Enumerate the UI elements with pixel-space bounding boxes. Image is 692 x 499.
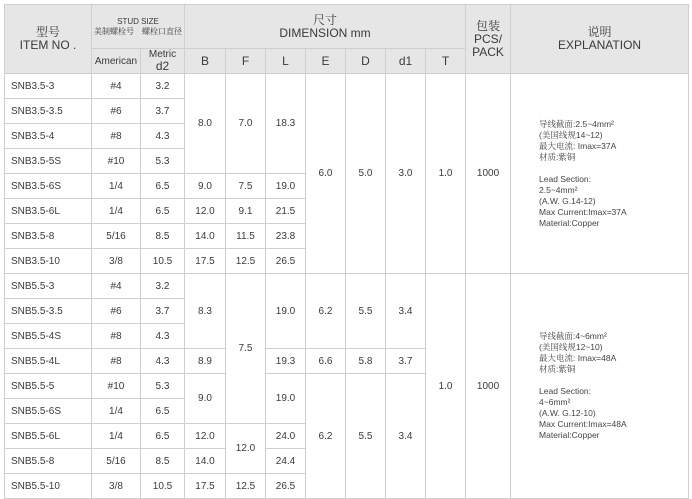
b-cell: 12.0 [185, 424, 226, 449]
american-cell: 5/16 [92, 224, 141, 249]
e-cell: 6.6 [306, 349, 346, 374]
stud-size-header-en: STUD SIZE [117, 16, 159, 26]
item-cell: SNB5.5-3 [5, 274, 92, 299]
item-no-header-en: ITEM NO . [19, 38, 77, 52]
metric-cell: 3.7 [141, 99, 185, 124]
metric-cell: 10.5 [141, 249, 185, 274]
item-cell: SNB3.5-3 [5, 74, 92, 99]
b-cell: 17.5 [185, 474, 226, 499]
dimension-header [185, 5, 466, 49]
item-cell: SNB5.5-4L [5, 349, 92, 374]
pack-header-en2: PACK [472, 44, 504, 59]
american-cell: #8 [92, 349, 141, 374]
metric-header-label: Metric [148, 49, 177, 60]
item-cell: SNB5.5-6L [5, 424, 92, 449]
item-cell: SNB3.5-4 [5, 124, 92, 149]
item-cell: SNB3.5-8 [5, 224, 92, 249]
col-b-header: B [185, 49, 226, 74]
metric-cell: 4.3 [141, 349, 185, 374]
d-cell: 5.0 [346, 74, 386, 274]
d1-cell: 3.4 [386, 374, 426, 499]
f-cell: 11.5 [226, 224, 266, 249]
explanation-line: 4~6mm² [539, 397, 571, 407]
metric-cn-label: 螺栓口直径 [142, 26, 182, 36]
american-cell: 1/4 [92, 399, 141, 424]
d1-cell: 3.7 [386, 349, 426, 374]
explanation-line: Lead Section: [539, 173, 592, 184]
american-cell: #6 [92, 99, 141, 124]
explanation-line: Material:Copper [539, 430, 600, 440]
explanation-line: 材质:紫铜 [539, 151, 576, 162]
explanation-line: (A.W. G.14-12) [539, 195, 596, 206]
explanation-line: Material:Copper [539, 217, 600, 228]
f-cell: 7.5 [226, 174, 266, 199]
explanation-line: (美国线规12~10) [539, 342, 603, 352]
b-cell: 14.0 [185, 224, 226, 249]
f-cell: 9.1 [226, 199, 266, 224]
stud-size-header [92, 5, 185, 49]
explanation-line: 材质:紫铜 [539, 364, 576, 374]
f-cell: 12.5 [226, 474, 266, 499]
d2-header-label: d2 [155, 59, 170, 73]
e-cell: 6.2 [306, 374, 346, 499]
explanation-cell [511, 274, 689, 499]
stud-size-header-cn [92, 27, 184, 37]
b-cell: 9.0 [185, 374, 226, 424]
american-cell: #6 [92, 299, 141, 324]
table-row [5, 74, 689, 99]
metric-cell: 6.5 [141, 399, 185, 424]
item-cell: SNB3.5-10 [5, 249, 92, 274]
explanation-line: 导线截面:4~6mm² [539, 331, 607, 341]
american-cell: #10 [92, 374, 141, 399]
metric-cell: 3.2 [141, 274, 185, 299]
d-cell: 5.8 [346, 349, 386, 374]
col-d1-header: d1 [386, 49, 426, 74]
american-cell: #4 [92, 74, 141, 99]
col-f-header: F [226, 49, 266, 74]
metric-cell: 3.2 [141, 74, 185, 99]
l-cell: 24.4 [266, 449, 306, 474]
american-cell: #8 [92, 124, 141, 149]
explanation-line: Lead Section: [539, 386, 592, 396]
item-cell: SNB5.5-8 [5, 449, 92, 474]
t-cell: 1.0 [426, 74, 466, 274]
american-cell: 1/4 [92, 199, 141, 224]
american-cell: #4 [92, 274, 141, 299]
explanation-line: 2.5~4mm² [539, 184, 578, 195]
explanation-header-en: EXPLANATION [557, 38, 642, 52]
d-cell: 5.5 [346, 374, 386, 499]
american-cell: 1/4 [92, 424, 141, 449]
american-cell: 1/4 [92, 174, 141, 199]
metric-cell: 10.5 [141, 474, 185, 499]
item-cell: SNB5.5-3.5 [5, 299, 92, 324]
pack-header-cn: 包装 [476, 18, 501, 33]
b-cell: 8.9 [185, 349, 226, 374]
table-row [5, 274, 689, 299]
d-cell: 5.5 [346, 274, 386, 349]
l-cell: 19.3 [266, 349, 306, 374]
explanation-line: 最大电流: Imax=37A [539, 140, 617, 151]
b-cell: 12.0 [185, 199, 226, 224]
metric-cell: 8.5 [141, 224, 185, 249]
b-cell: 17.5 [185, 249, 226, 274]
american-cell: 3/8 [92, 474, 141, 499]
explanation-line: Max Current:Imax=37A [539, 206, 627, 217]
explanation-header [511, 5, 689, 74]
explanation-cell [511, 74, 689, 274]
item-cell: SNB3.5-3.5 [5, 99, 92, 124]
american-cell: #10 [92, 149, 141, 174]
t-cell: 1.0 [426, 274, 466, 499]
pack-cell: 1000 [466, 74, 511, 274]
b-cell: 9.0 [185, 174, 226, 199]
metric-cell: 4.3 [141, 124, 185, 149]
col-d-header: D [346, 49, 386, 74]
item-cell: SNB5.5-6S [5, 399, 92, 424]
l-cell: 21.5 [266, 199, 306, 224]
f-cell: 7.5 [226, 274, 266, 424]
item-cell: SNB5.5-5 [5, 374, 92, 399]
pack-cell: 1000 [466, 274, 511, 499]
l-cell: 19.0 [266, 274, 306, 349]
table-header [5, 5, 689, 74]
col-t-header: T [426, 49, 466, 74]
explanation-line: (A.W. G.12-10) [539, 408, 596, 418]
item-cell: SNB5.5-4S [5, 324, 92, 349]
item-no-header [5, 5, 92, 74]
e-cell: 6.2 [306, 274, 346, 349]
metric-cell: 6.5 [141, 199, 185, 224]
metric-cell: 5.3 [141, 374, 185, 399]
pack-header-en1: PCS/ [474, 31, 503, 46]
pack-header [466, 5, 511, 74]
item-cell: SNB3.5-6S [5, 174, 92, 199]
metric-cell: 8.5 [141, 449, 185, 474]
e-cell: 6.0 [306, 74, 346, 274]
b-cell: 14.0 [185, 449, 226, 474]
b-cell: 8.3 [185, 274, 226, 349]
d1-cell: 3.4 [386, 274, 426, 349]
l-cell: 23.8 [266, 224, 306, 249]
col-e-header: E [306, 49, 346, 74]
l-cell: 18.3 [266, 74, 306, 174]
f-cell: 12.5 [226, 249, 266, 274]
d1-cell: 3.0 [386, 74, 426, 274]
product-spec-table [4, 4, 689, 499]
item-cell: SNB5.5-10 [5, 474, 92, 499]
f-cell: 7.0 [226, 74, 266, 174]
metric-cell: 6.5 [141, 424, 185, 449]
explanation-line: 导线截面:2.5~4mm² [539, 118, 614, 129]
metric-header [141, 49, 185, 74]
explanation-line: 最大电流: Imax=48A [539, 353, 617, 363]
l-cell: 26.5 [266, 249, 306, 274]
f-cell: 12.0 [226, 424, 266, 474]
dimension-header-en: DIMENSION mm [279, 25, 371, 40]
american-header: American [92, 49, 141, 74]
american-cell: 3/8 [92, 249, 141, 274]
item-no-header-cn: 型号 [35, 25, 60, 39]
metric-cell: 6.5 [141, 174, 185, 199]
explanation-line: Max Current:Imax=48A [539, 419, 627, 429]
metric-cell: 4.3 [141, 324, 185, 349]
item-cell: SNB3.5-6L [5, 199, 92, 224]
dimension-header-cn: 尺寸 [313, 12, 338, 27]
col-l-header: L [266, 49, 306, 74]
item-cell: SNB3.5-5S [5, 149, 92, 174]
b-cell: 8.0 [185, 74, 226, 174]
american-cell: 5/16 [92, 449, 141, 474]
l-cell: 24.0 [266, 424, 306, 449]
explanation-line: (美国线规14~12) [539, 129, 603, 140]
l-cell: 26.5 [266, 474, 306, 499]
metric-cell: 5.3 [141, 149, 185, 174]
l-cell: 19.0 [266, 174, 306, 199]
american-cn-label: 美制螺栓号 [94, 26, 134, 36]
american-cell: #8 [92, 324, 141, 349]
l-cell: 19.0 [266, 374, 306, 424]
table-body [5, 74, 689, 499]
metric-cell: 3.7 [141, 299, 185, 324]
explanation-header-cn: 说明 [587, 25, 612, 39]
